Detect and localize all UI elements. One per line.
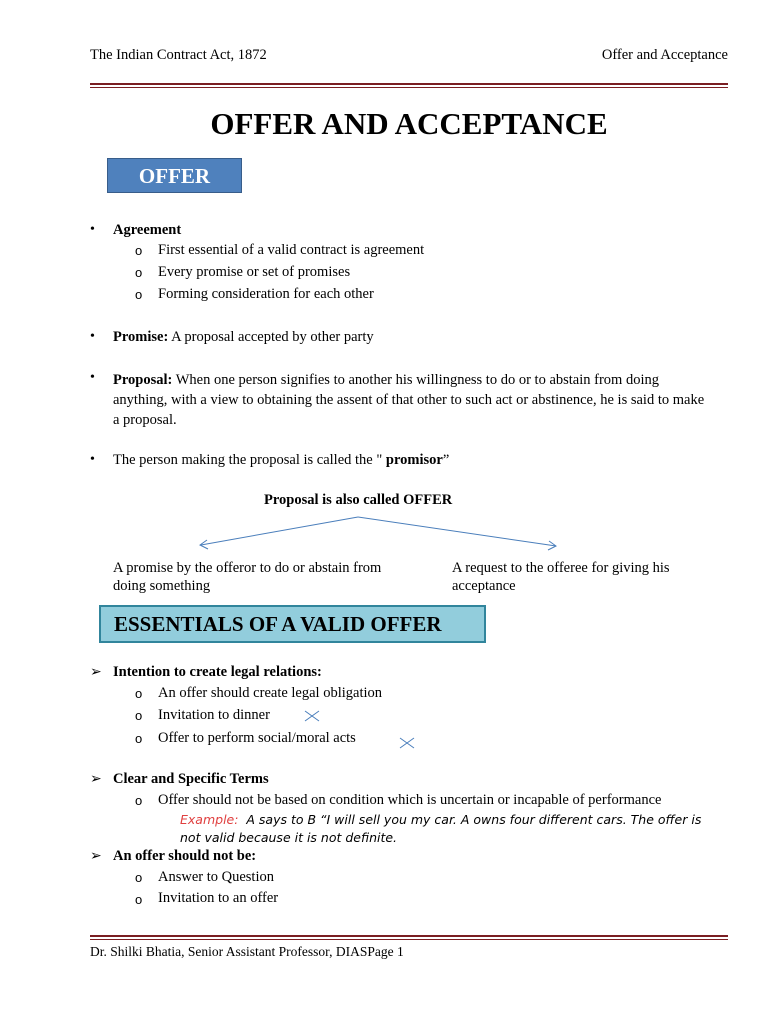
circle-bullet-icon: o [135,793,143,808]
intention-heading: Intention to create legal relations: [113,664,322,680]
footer-text: Dr. Shilki Bhatia, Senior Assistant Professor, DIASPage 1 [90,944,404,959]
header-left: The Indian Contract Act, 1872 [90,47,267,63]
intention-item-2: Invitation to dinner [158,707,270,723]
example-label: Example: [180,812,239,827]
arrow-bullet-icon: ➢ [90,772,102,787]
circle-bullet-icon: o [135,892,143,907]
agreement-item-3: Forming consideration for each other [158,286,374,302]
agreement-item-2: Every promise or set of promises [158,264,351,280]
example-note: Example: A says to B “I will sell you my car. A owns four different cars. The offer is not valid because it is not definite. [180,812,702,845]
circle-bullet-icon: o [135,287,143,302]
offer-meaning-left: A promise by the offeror to do or abstain from doing something [113,560,382,594]
promise-text: A proposal accepted by other party [168,329,374,345]
not-be-heading: An offer should not be: [113,848,257,864]
right-arrow-line [358,517,556,546]
offer-heading-label: OFFER [138,164,211,188]
intention-item-1: An offer should create legal obligation [158,685,383,701]
not-be-item-2: Invitation to an offer [158,890,279,906]
arrow-bullet-icon: ➢ [90,849,102,864]
proposal-term: Proposal: [113,372,173,388]
agreement-heading: Agreement [113,222,182,238]
cross-mark-icon [399,737,415,749]
left-arrow-line [201,517,358,545]
circle-bullet-icon: o [135,731,143,746]
cross-mark-icon [304,710,320,722]
footer-rule-bottom [90,939,728,940]
bullet-icon: • [90,222,95,237]
promise-term: Promise: [113,329,169,345]
clear-terms-heading: Clear and Specific Terms [113,771,269,787]
circle-bullet-icon: o [135,265,143,280]
essentials-heading-label: ESSENTIALS OF A VALID OFFER [114,612,442,636]
essentials-heading-box [99,605,486,643]
offer-meaning-right: A request to the offeree for giving his acceptance [452,560,670,594]
intention-item-3: Offer to perform social/moral acts [158,730,356,746]
proposal-line-3: a proposal. [113,412,177,428]
promisor-term: promisor [385,452,443,468]
circle-bullet-icon: o [135,686,143,701]
page-title: OFFER AND ACCEPTANCE [210,106,608,141]
circle-bullet-icon: o [135,870,143,885]
agreement-item-1: First essential of a valid contract is agreement [158,242,425,258]
bullet-icon: • [90,452,95,467]
promisor-sentence: The person making the proposal is called the " promisor” [113,452,450,468]
not-be-item-1: Answer to Question [158,869,274,885]
bullet-icon: • [90,370,95,385]
clear-terms-item: Offer should not be based on condition which is uncertain or incapable of performance [158,792,662,808]
diagram-heading: Proposal is also called OFFER [264,492,453,508]
circle-bullet-icon: o [135,708,143,723]
footer-rule-top [90,935,728,937]
header-right: Offer and Acceptance [601,47,728,63]
arrow-bullet-icon: ➢ [90,665,102,680]
proposal-line-1: When one person signifies to another his willingness to do or to abstain from doing [172,372,659,388]
proposal-line-2: anything, with a view to obtaining the assent of that other to such act or abstinence, he is said to make [113,392,705,408]
circle-bullet-icon: o [135,243,143,258]
bullet-icon: • [90,329,95,344]
